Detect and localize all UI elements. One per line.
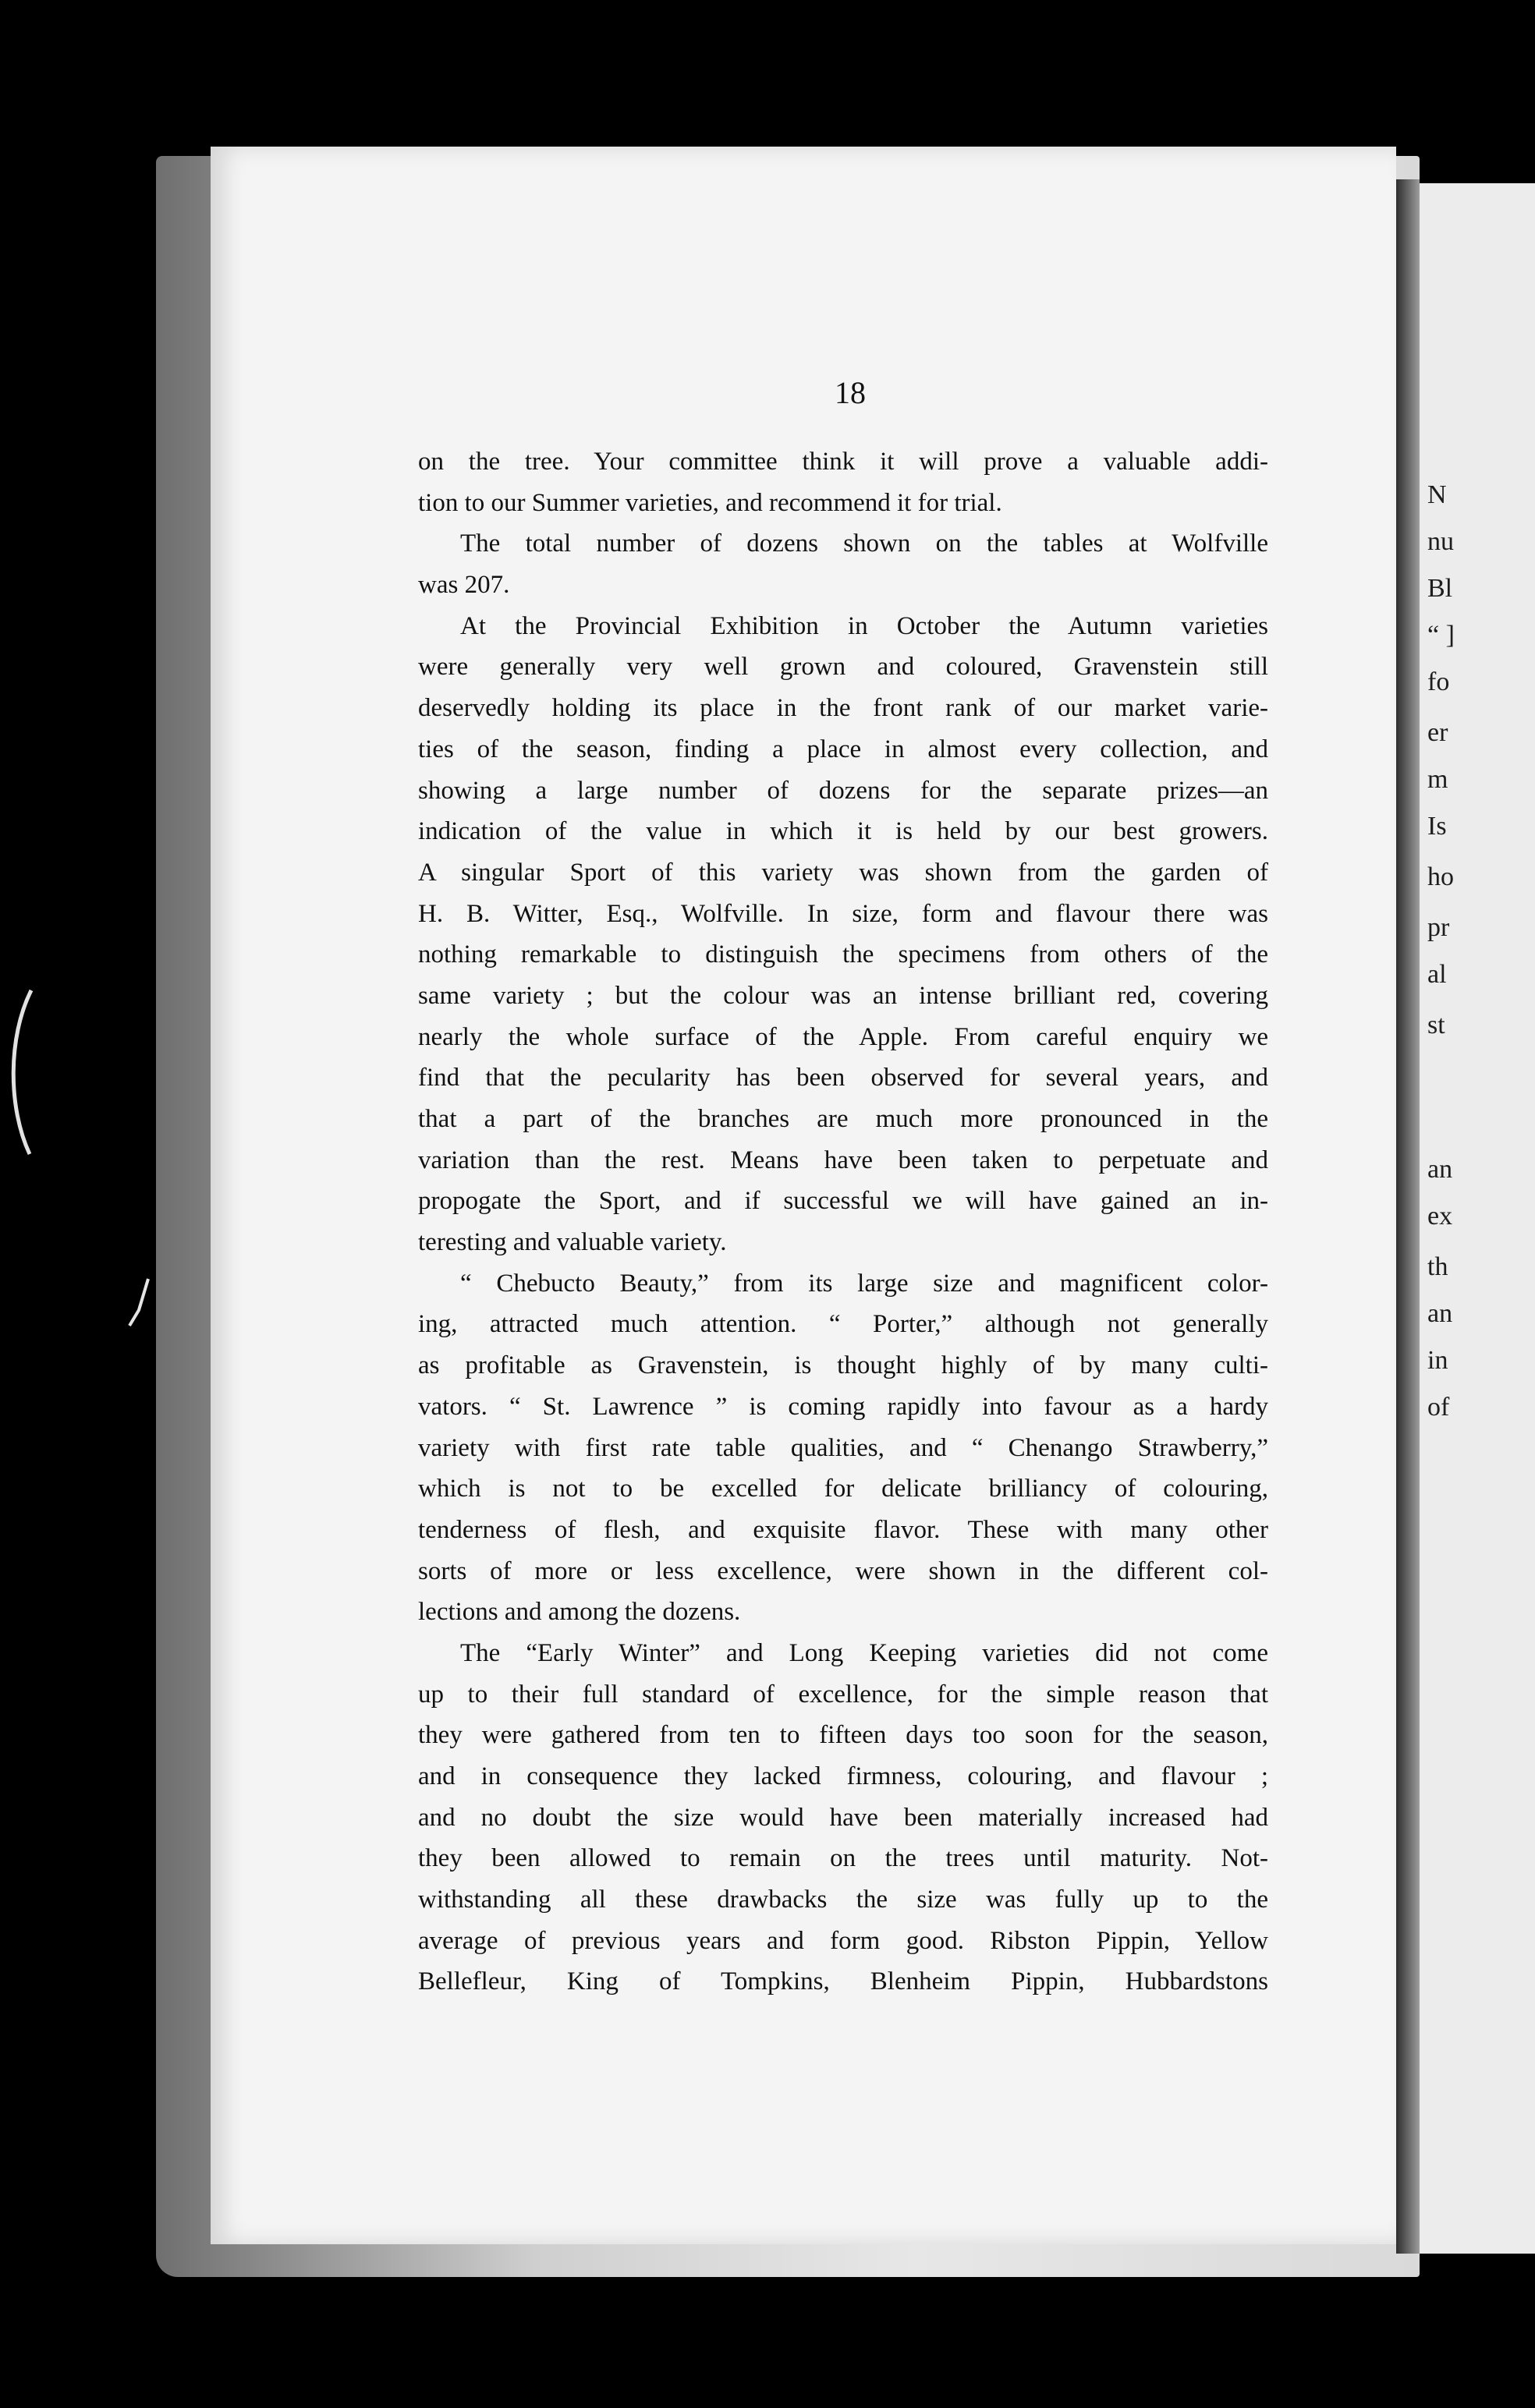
facing-page-fragment: Is	[1427, 812, 1447, 841]
facing-page-fragment: of	[1427, 1393, 1450, 1422]
text-line: tion to our Summer varieties, and recommend it for trial.	[418, 488, 1002, 517]
facing-page-fragment: nu	[1427, 527, 1454, 556]
facing-page-fragment: m	[1427, 765, 1448, 794]
text-line: nearly the whole surface of the Apple. From careful enquiry we	[418, 1022, 1268, 1051]
text-line: A singular Sport of this variety was shown from the garden of	[418, 858, 1268, 887]
page-number: 18	[835, 375, 866, 410]
text-line: tenderness of flesh, and exquisite flavor. These with many other	[418, 1515, 1268, 1544]
text-line: they been allowed to remain on the trees until maturity. Not-	[418, 1844, 1268, 1873]
facing-page-fragment: an	[1427, 1299, 1453, 1328]
text-line: on the tree. Your committee think it will prove a valuable addi-	[418, 448, 1268, 476]
text-line: up to their full standard of excellence, for the simple reason that	[418, 1680, 1268, 1709]
facing-page-fragment: fo	[1427, 668, 1450, 696]
facing-page-fragment: th	[1427, 1252, 1448, 1281]
text-line: sorts of more or less excellence, were shown in the different col-	[418, 1556, 1268, 1585]
text-line: The “Early Winter” and Long Keeping varieties did not come	[460, 1638, 1268, 1667]
text-line: At the Provincial Exhibition in October the Autumn varieties	[460, 611, 1268, 640]
text-line: “ Chebucto Beauty,” from its large size and magnificent color-	[460, 1269, 1268, 1298]
facing-page-fragment: st	[1427, 1011, 1445, 1039]
text-line: H. B. Witter, Esq., Wolfville. In size, form and flavour there was	[418, 899, 1268, 928]
facing-page-fragment: ex	[1427, 1202, 1453, 1231]
facing-page	[1420, 183, 1535, 2254]
facing-page-fragment: in	[1427, 1346, 1448, 1375]
text-line: and no doubt the size would have been materially increased had	[418, 1803, 1268, 1832]
facing-page-fragment: an	[1427, 1155, 1453, 1184]
text-line: variety with first rate table qualities, and “ Chenango Strawberry,”	[418, 1433, 1268, 1462]
text-line: vators. “ St. Lawrence ” is coming rapidly into favour as a hardy	[418, 1392, 1268, 1421]
text-line: Bellefleur, King of Tompkins, Blenheim Pippin, Hubbardstons	[418, 1967, 1268, 1996]
text-line: variation than the rest. Means have been taken to perpetuate and	[418, 1146, 1268, 1174]
facing-page-fragment: ho	[1427, 862, 1454, 891]
text-line: lections and among the dozens.	[418, 1598, 741, 1627]
text-line: deservedly holding its place in the front rank of our market varie-	[418, 694, 1268, 723]
text-line: ties of the season, finding a place in almost every collection, and	[418, 735, 1268, 763]
text-line: and in consequence they lacked firmness, colouring, and flavour ;	[418, 1762, 1268, 1790]
facing-page-fragment: pr	[1427, 913, 1450, 942]
scuff-mark	[13, 990, 31, 1154]
text-line: showing a large number of dozens for the separate prizes—an	[418, 776, 1268, 805]
facing-page-fragment: er	[1427, 718, 1448, 747]
text-line: teresting and valuable variety.	[418, 1228, 727, 1257]
text-line: average of previous years and form good. Ribston Pippin, Yellow	[418, 1926, 1268, 1955]
text-line: nothing remarkable to distinguish the specimens from others of the	[418, 940, 1268, 969]
text-line: withstanding all these drawbacks the size was fully up to the	[418, 1886, 1268, 1914]
text-line: that a part of the branches are much more pronounced in the	[418, 1105, 1268, 1133]
facing-page-fragment: “ ]	[1427, 621, 1455, 650]
text-line: find that the pecularity has been observed for several years, and	[418, 1064, 1268, 1092]
text-line: indication of the value in which it is held by our best growers.	[418, 817, 1268, 846]
text-line: ing, attracted much attention. “ Porter,” although not generally	[418, 1310, 1268, 1339]
facing-page-fragment: al	[1427, 960, 1447, 989]
text-line: they were gathered from ten to fifteen days too soon for the season,	[418, 1721, 1268, 1750]
page-text	[418, 441, 1268, 2003]
text-line: same variety ; but the colour was an intense brilliant red, covering	[418, 981, 1268, 1010]
facing-page-fragment: Bl	[1427, 574, 1453, 603]
facing-page-fragment: N	[1427, 480, 1447, 509]
text-line: which is not to be excelled for delicate brilliancy of colouring,	[418, 1475, 1268, 1503]
text-line: propogate the Sport, and if successful we will have gained an in-	[418, 1187, 1268, 1216]
text-line: The total number of dozens shown on the tables at Wolfville	[460, 529, 1268, 558]
text-line: as profitable as Gravenstein, is thought highly of by many culti-	[418, 1351, 1268, 1380]
scuff-mark	[129, 1279, 148, 1326]
book-gutter	[1396, 179, 1420, 2254]
text-line: was 207.	[418, 571, 510, 600]
text-line: were generally very well grown and coloured, Gravenstein still	[418, 653, 1268, 682]
